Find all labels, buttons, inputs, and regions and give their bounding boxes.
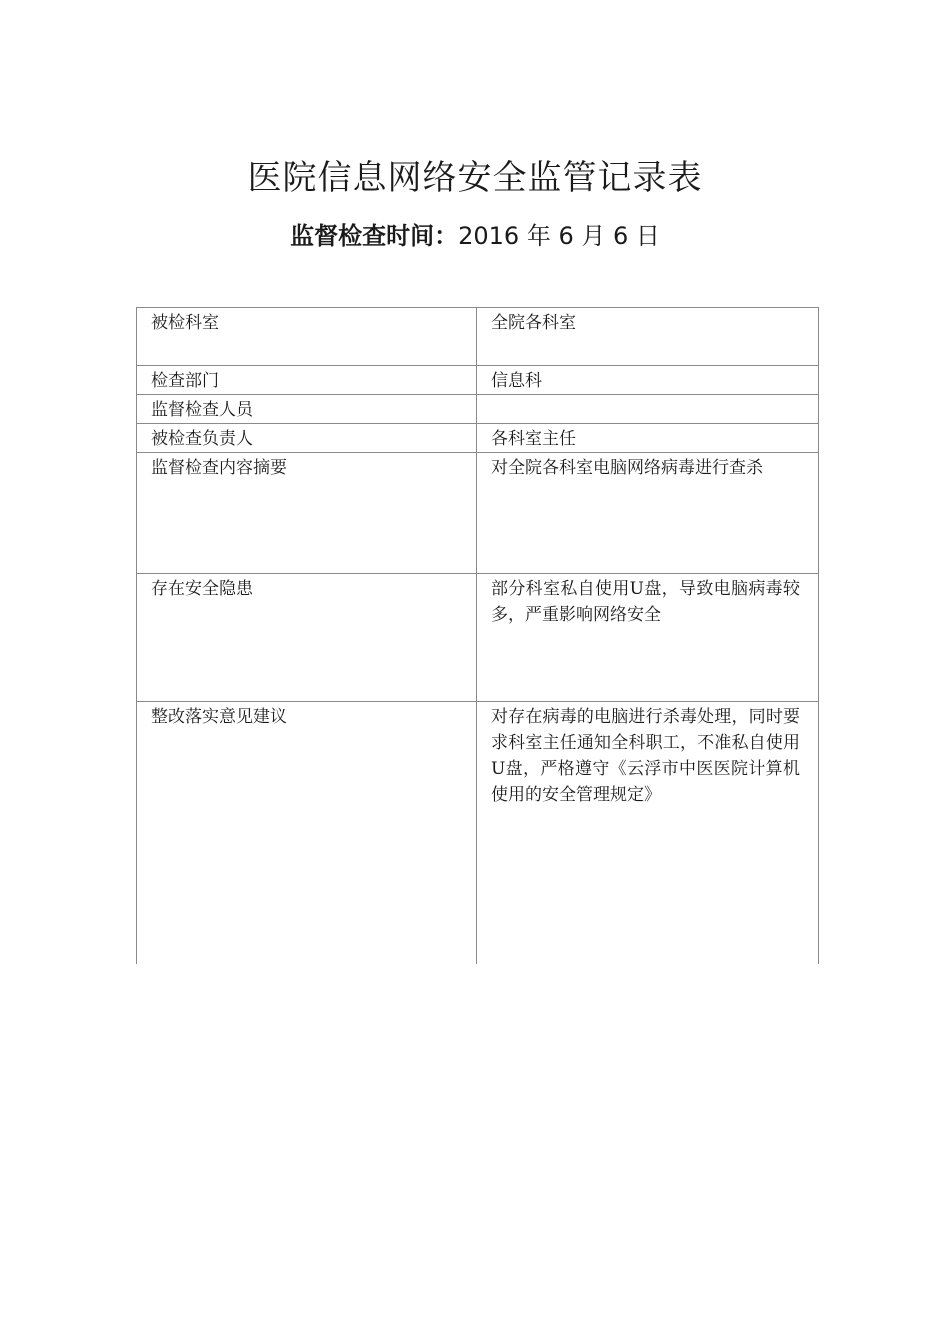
table-row-inspecting-department: [137, 366, 819, 395]
row-value: 各科室主任: [477, 424, 819, 453]
row-label: 被检查负责人: [137, 424, 477, 453]
inspection-date-value: 2016 年 6 月 6 日: [458, 222, 660, 250]
row-value: [477, 395, 819, 424]
table-row-inspection-summary: [137, 453, 819, 574]
inspection-date-label: 监督检查时间：: [290, 222, 459, 250]
table-row-inspectors: [137, 395, 819, 424]
document-title: 医院信息网络安全监管记录表: [247, 158, 703, 198]
row-label: 存在安全隐患: [137, 574, 477, 702]
row-label: 监督检查内容摘要: [137, 453, 477, 574]
row-value: 对存在病毒的电脑进行杀毒处理，同时要求科室主任通知全科职工，不准私自使用U盘，严格遵守《云浮市中医医院计算机使用的安全管理规定》: [477, 702, 819, 964]
row-value: 部分科室私自使用U盘，导致电脑病毒较多，严重影响网络安全: [477, 574, 819, 702]
table-row-security-risks: [137, 574, 819, 702]
table-row-inspected-department: [137, 308, 819, 366]
row-value: 对全院各科室电脑网络病毒进行查杀: [477, 453, 819, 574]
inspection-date-line: [0, 216, 950, 251]
row-label: 检查部门: [137, 366, 477, 395]
table-row-rectification-advice: [137, 702, 819, 964]
row-value: 信息科: [477, 366, 819, 395]
row-label: 监督检查人员: [137, 395, 477, 424]
record-table: [136, 307, 819, 964]
row-label: 被检科室: [137, 308, 477, 366]
table-row-responsible-person: [137, 424, 819, 453]
row-value: 全院各科室: [477, 308, 819, 366]
row-label: 整改落实意见建议: [137, 702, 477, 964]
